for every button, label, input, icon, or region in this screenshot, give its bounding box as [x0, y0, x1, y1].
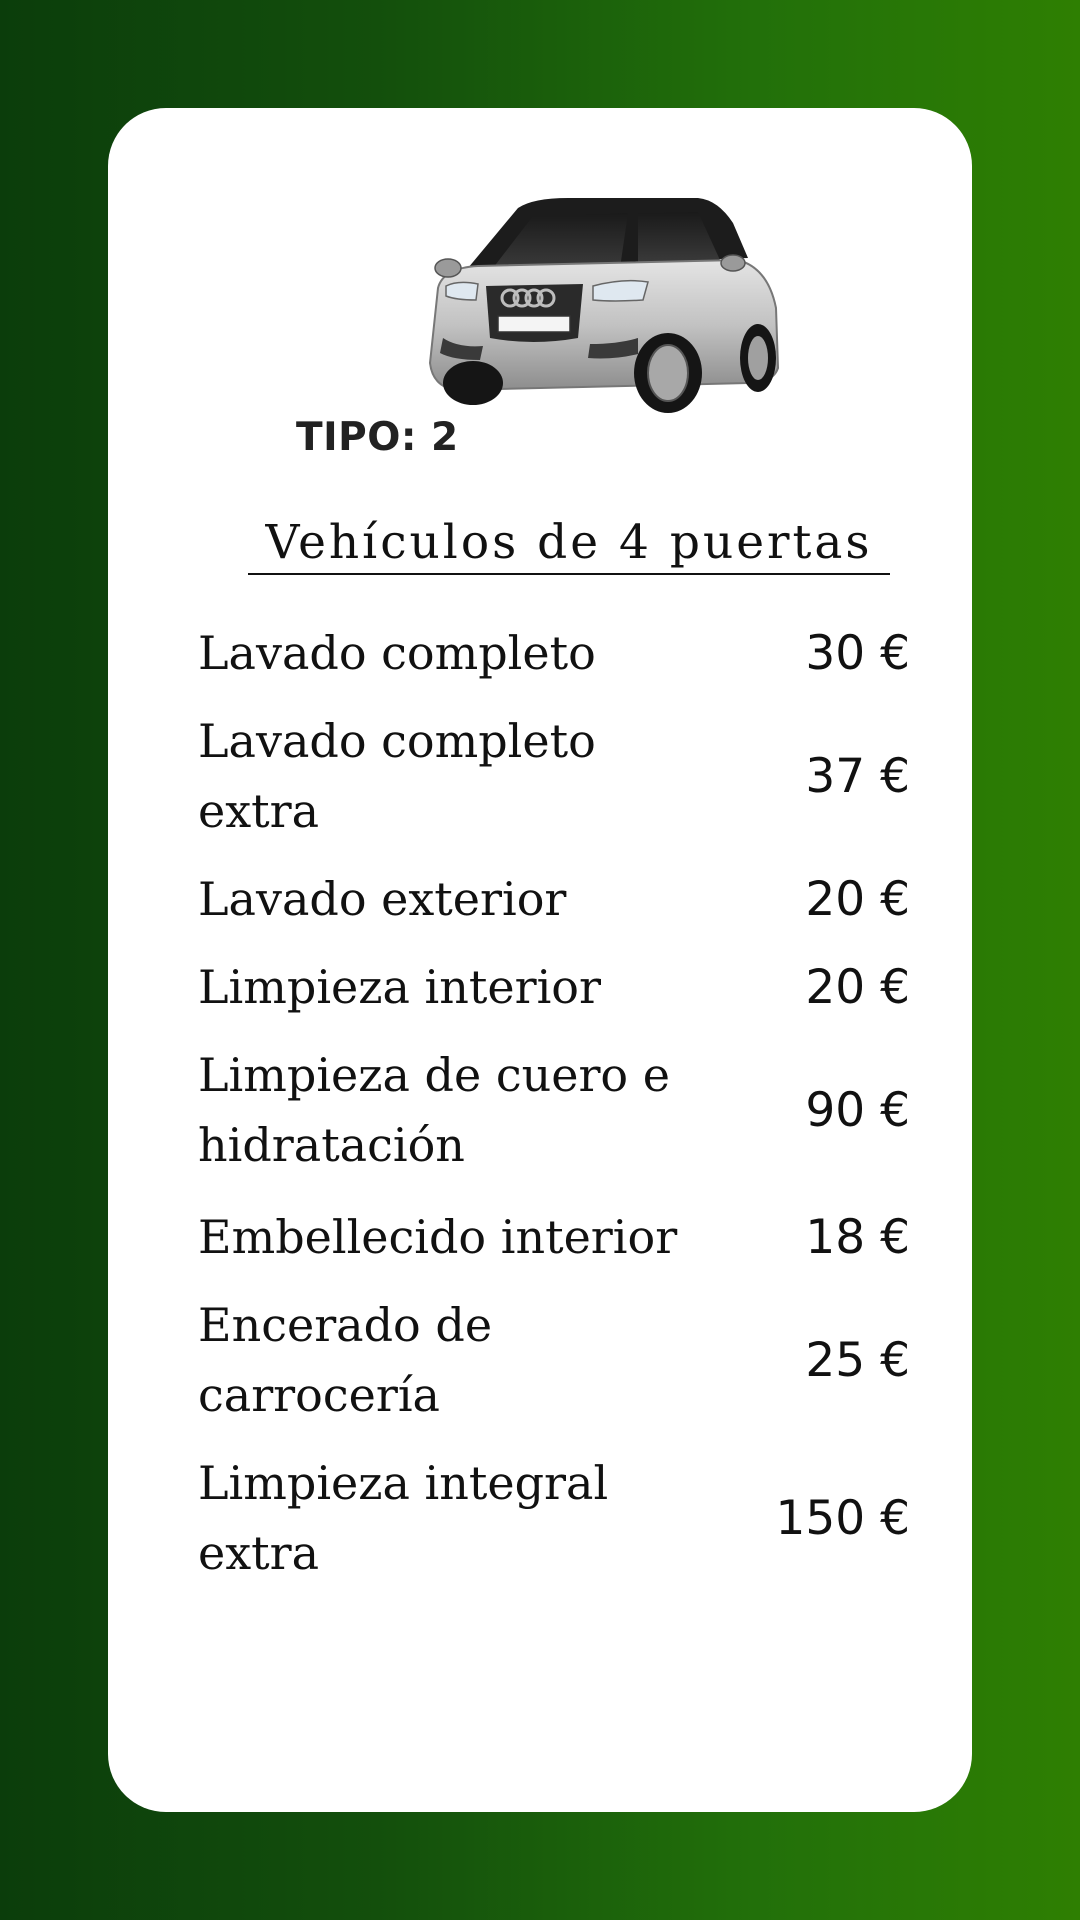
- section-heading: Vehículos de 4 puertas: [248, 513, 890, 575]
- service-price: 150 €: [775, 1490, 910, 1546]
- price-card: [108, 108, 972, 1812]
- service-name: Embellecido interior: [198, 1210, 678, 1264]
- vehicle-type-label: TIPO: 2: [296, 415, 459, 460]
- price-list: [198, 618, 910, 1606]
- price-row: [198, 864, 910, 934]
- price-row: [198, 706, 910, 846]
- service-name: Limpieza interior: [198, 960, 601, 1014]
- service-name: Lavado exterior: [198, 872, 567, 926]
- price-row: [198, 618, 910, 688]
- price-row: [198, 1202, 910, 1272]
- price-row: [198, 1040, 910, 1180]
- service-name: Limpieza de cuero e hidratación: [198, 1048, 670, 1172]
- service-name: Lavado completo extra: [198, 714, 596, 838]
- service-name: Lavado completo: [198, 626, 596, 680]
- price-row: [198, 1290, 910, 1430]
- service-price: 90 €: [805, 1082, 910, 1138]
- car-image: [398, 168, 788, 418]
- price-row: [198, 1448, 910, 1588]
- price-row: [198, 952, 910, 1022]
- service-price: 37 €: [805, 748, 910, 804]
- service-price: 18 €: [805, 1209, 910, 1265]
- service-price: 20 €: [805, 871, 910, 927]
- service-name: Encerado de carrocería: [198, 1298, 493, 1422]
- service-name: Limpieza integral extra: [198, 1456, 609, 1580]
- service-price: 20 €: [805, 959, 910, 1015]
- service-price: 30 €: [805, 625, 910, 681]
- service-price: 25 €: [805, 1332, 910, 1388]
